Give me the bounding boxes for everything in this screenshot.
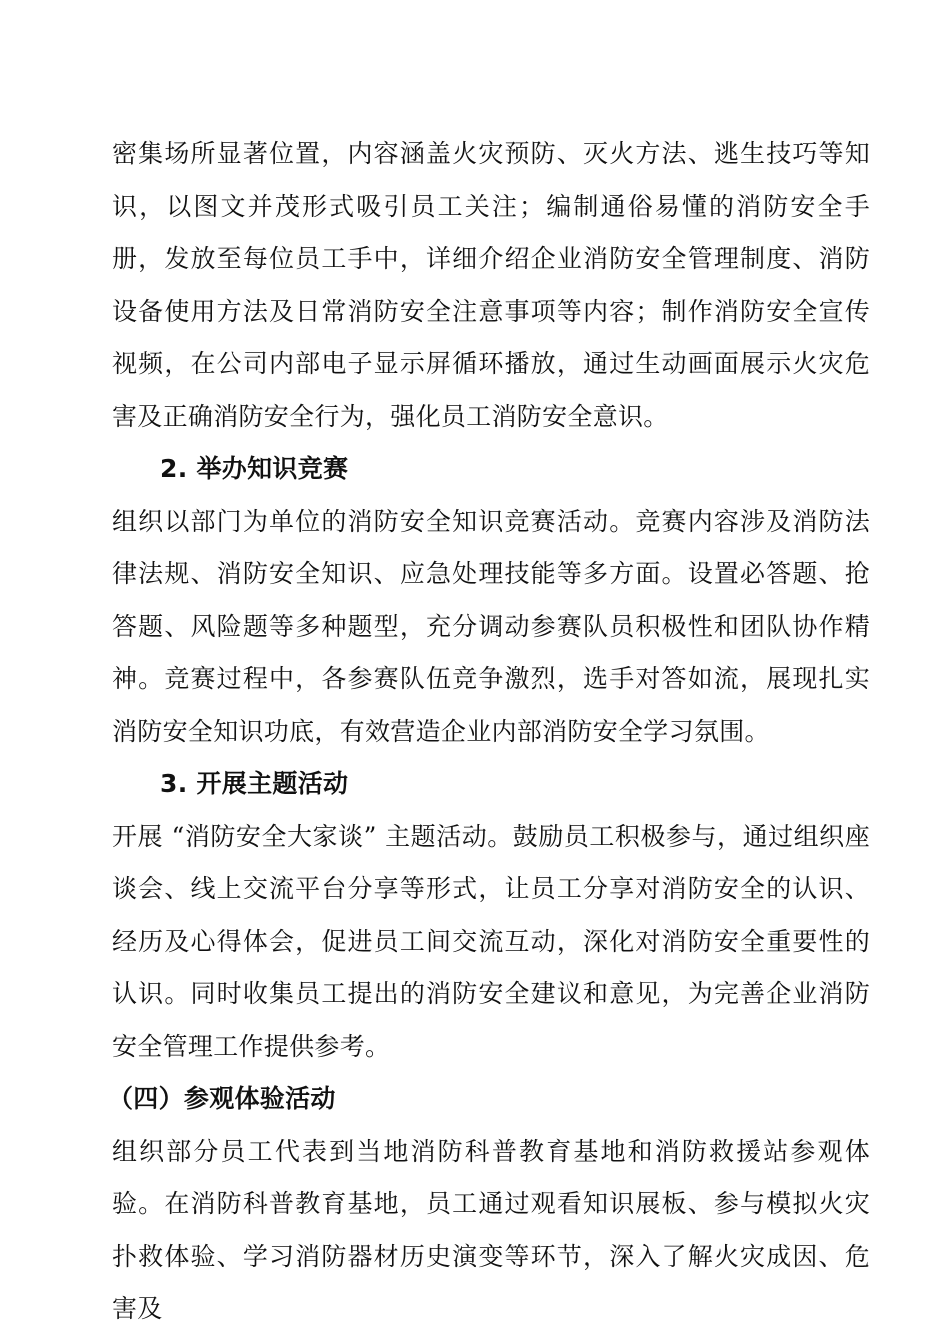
paragraph-visit-experience: 组织部分员工代表到当地消防科普教育基地和消防救援站参观体验。在消防科普教育基地，员工通过观看知识展板、参与模拟火灾扑救体验、学习消防器材历史演变等环节，深入了解火灾成因、危害及 xyxy=(112,1136,870,1323)
heading-theme-activity: 3. 开展主题活动 xyxy=(160,769,349,798)
paragraph-publicity-materials: 密集场所显著位置，内容涵盖火灾预防、灭火方法、逃生技巧等知识，以图文并茂形式吸引员工关注；编制通俗易懂的消防安全手册，发放至每位员工手中，详细介绍企业消防安全管理制度、消防设备使用方法及日常消防安全注意事项等内容；制作消防安全宣传视频，在公司内部电子显示屏循环播放，通过生动画面展示火灾危害及正确消防安全行为，强化员工消防安全意识。 xyxy=(112,139,870,431)
paragraph-knowledge-contest: 组织以部门为单位的消防安全知识竞赛活动。竞赛内容涉及消防法律法规、消防安全知识、应急处理技能等多方面。设置必答题、抢答题、风险题等多种题型，充分调动参赛队员积极性和团队协作精神。竞赛过程中，各参赛队伍竞争激烈，选手对答如流，展现扎实消防安全知识功底，有效营造企业内部消防安全学习氛围。 xyxy=(112,506,870,746)
document-body xyxy=(108,128,870,1336)
heading-knowledge-contest: 2. 举办知识竞赛 xyxy=(160,454,349,483)
heading-visit-experience: （四）参观体验活动 xyxy=(108,1084,336,1113)
paragraph-theme-activity: 开展 “消防安全大家谈” 主题活动。鼓励员工积极参与，通过组织座谈会、线上交流平台分享等形式，让员工分享对消防安全的认识、经历及心得体会，促进员工间交流互动，深化对消防安全重要性的认识。同时收集员工提出的消防安全建议和意见，为完善企业消防安全管理工作提供参考。 xyxy=(112,821,870,1061)
